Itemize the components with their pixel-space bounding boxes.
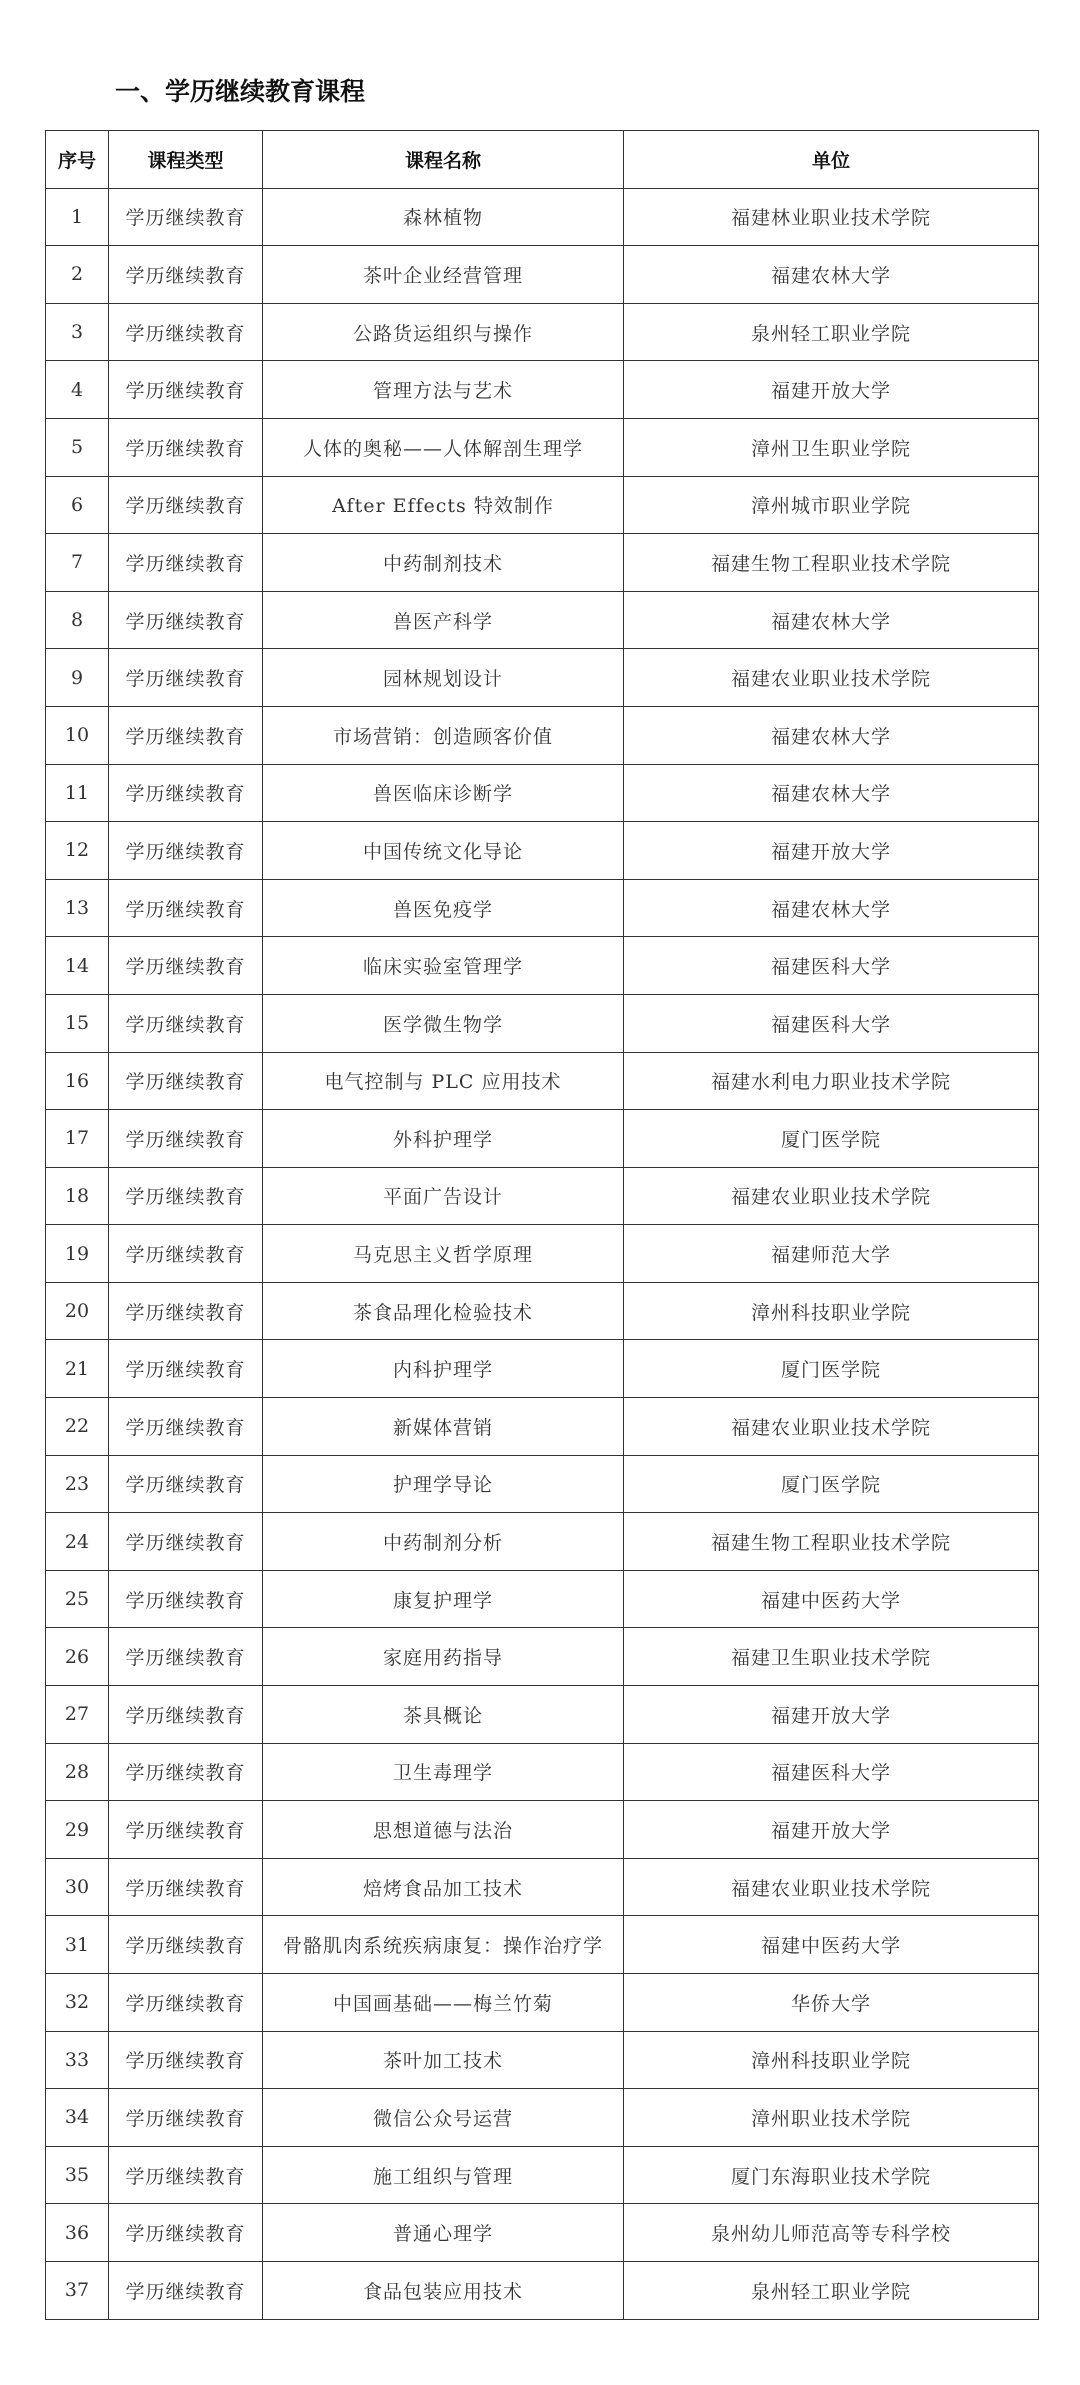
header-unit: 单位 xyxy=(624,131,1039,189)
row-course-type: 学历继续教育 xyxy=(109,2089,263,2147)
row-unit: 福建卫生职业技术学院 xyxy=(624,1628,1039,1686)
section-title: 一、学历继续教育课程 xyxy=(115,77,366,106)
row-index: 16 xyxy=(46,1052,109,1110)
row-index: 20 xyxy=(46,1282,109,1340)
row-course-name: 食品包装应用技术 xyxy=(263,2261,624,2319)
table-row xyxy=(46,361,1039,419)
row-index: 35 xyxy=(46,2146,109,2204)
row-index: 30 xyxy=(46,1858,109,1916)
row-course-type: 学历继续教育 xyxy=(109,361,263,419)
row-index: 4 xyxy=(46,361,109,419)
row-course-type: 学历继续教育 xyxy=(109,2261,263,2319)
table-header-row xyxy=(46,131,1039,189)
row-unit: 福建师范大学 xyxy=(624,1225,1039,1283)
row-course-type: 学历继续教育 xyxy=(109,418,263,476)
row-course-type: 学历继续教育 xyxy=(109,1398,263,1456)
row-course-name: 新媒体营销 xyxy=(263,1398,624,1456)
row-course-type: 学历继续教育 xyxy=(109,994,263,1052)
row-index: 9 xyxy=(46,649,109,707)
row-course-type: 学历继续教育 xyxy=(109,1916,263,1974)
row-course-type: 学历继续教育 xyxy=(109,1686,263,1744)
row-unit: 福建农林大学 xyxy=(624,706,1039,764)
row-index: 15 xyxy=(46,994,109,1052)
row-unit: 福建开放大学 xyxy=(624,822,1039,880)
row-course-type: 学历继续教育 xyxy=(109,1225,263,1283)
row-index: 32 xyxy=(46,1974,109,2032)
row-course-name: 兽医产科学 xyxy=(263,591,624,649)
table-row xyxy=(46,1858,1039,1916)
row-course-name: 卫生毒理学 xyxy=(263,1743,624,1801)
row-course-name: 茶具概论 xyxy=(263,1686,624,1744)
table-row xyxy=(46,303,1039,361)
row-index: 29 xyxy=(46,1801,109,1859)
row-unit: 漳州职业技术学院 xyxy=(624,2089,1039,2147)
table-row xyxy=(46,706,1039,764)
row-course-type: 学历继续教育 xyxy=(109,303,263,361)
row-unit: 福建农业职业技术学院 xyxy=(624,1398,1039,1456)
row-course-name: 临床实验室管理学 xyxy=(263,937,624,995)
row-unit: 福建生物工程职业技术学院 xyxy=(624,534,1039,592)
row-index: 22 xyxy=(46,1398,109,1456)
row-index: 1 xyxy=(46,188,109,246)
row-unit: 福建农业职业技术学院 xyxy=(624,1858,1039,1916)
row-unit: 福建医科大学 xyxy=(624,937,1039,995)
table-row xyxy=(46,418,1039,476)
row-index: 33 xyxy=(46,2031,109,2089)
row-course-name: 普通心理学 xyxy=(263,2204,624,2262)
row-course-name: 焙烤食品加工技术 xyxy=(263,1858,624,1916)
table-row xyxy=(46,1225,1039,1283)
row-course-name: 内科护理学 xyxy=(263,1340,624,1398)
header-course-type: 课程类型 xyxy=(109,131,263,189)
row-unit: 泉州幼儿师范高等专科学校 xyxy=(624,2204,1039,2262)
row-unit: 福建农林大学 xyxy=(624,591,1039,649)
table-row xyxy=(46,1686,1039,1744)
table-row xyxy=(46,2146,1039,2204)
row-course-name: 康复护理学 xyxy=(263,1570,624,1628)
row-unit: 泉州轻工职业学院 xyxy=(624,2261,1039,2319)
table-row xyxy=(46,1570,1039,1628)
row-index: 24 xyxy=(46,1513,109,1571)
table-body xyxy=(46,188,1039,2319)
table-row xyxy=(46,2261,1039,2319)
row-course-type: 学历继续教育 xyxy=(109,534,263,592)
row-course-type: 学历继续教育 xyxy=(109,822,263,880)
row-unit: 泉州轻工职业学院 xyxy=(624,303,1039,361)
table-row xyxy=(46,246,1039,304)
row-index: 37 xyxy=(46,2261,109,2319)
row-unit: 福建生物工程职业技术学院 xyxy=(624,1513,1039,1571)
table-row xyxy=(46,1455,1039,1513)
row-course-type: 学历继续教育 xyxy=(109,1282,263,1340)
table-row xyxy=(46,1282,1039,1340)
row-unit: 福建林业职业技术学院 xyxy=(624,188,1039,246)
course-table xyxy=(45,130,1039,2320)
table-row xyxy=(46,1110,1039,1168)
row-index: 2 xyxy=(46,246,109,304)
table-row xyxy=(46,937,1039,995)
row-unit: 福建医科大学 xyxy=(624,1743,1039,1801)
row-unit: 福建医科大学 xyxy=(624,994,1039,1052)
row-course-type: 学历继续教育 xyxy=(109,706,263,764)
row-course-name: 管理方法与艺术 xyxy=(263,361,624,419)
row-course-type: 学历继续教育 xyxy=(109,1801,263,1859)
header-index: 序号 xyxy=(46,131,109,189)
row-course-type: 学历继续教育 xyxy=(109,2204,263,2262)
row-index: 19 xyxy=(46,1225,109,1283)
table-row xyxy=(46,2031,1039,2089)
row-index: 7 xyxy=(46,534,109,592)
table-row xyxy=(46,1743,1039,1801)
row-index: 26 xyxy=(46,1628,109,1686)
row-course-name: 茶叶加工技术 xyxy=(263,2031,624,2089)
row-index: 6 xyxy=(46,476,109,534)
row-course-type: 学历继续教育 xyxy=(109,1340,263,1398)
table-row xyxy=(46,1628,1039,1686)
table-row xyxy=(46,1340,1039,1398)
row-unit: 福建水利电力职业技术学院 xyxy=(624,1052,1039,1110)
row-course-name: 施工组织与管理 xyxy=(263,2146,624,2204)
table-row xyxy=(46,1052,1039,1110)
row-index: 13 xyxy=(46,879,109,937)
row-course-type: 学历继续教育 xyxy=(109,1570,263,1628)
row-course-type: 学历继续教育 xyxy=(109,1628,263,1686)
row-unit: 厦门医学院 xyxy=(624,1455,1039,1513)
row-course-name: 市场营销：创造顾客价值 xyxy=(263,706,624,764)
table-row xyxy=(46,1916,1039,1974)
row-index: 27 xyxy=(46,1686,109,1744)
row-index: 3 xyxy=(46,303,109,361)
row-course-name: 茶食品理化检验技术 xyxy=(263,1282,624,1340)
row-course-name: 中药制剂技术 xyxy=(263,534,624,592)
table-row xyxy=(46,476,1039,534)
table-row xyxy=(46,2204,1039,2262)
row-course-type: 学历继续教育 xyxy=(109,1167,263,1225)
table-row xyxy=(46,1398,1039,1456)
row-course-name: After Effects 特效制作 xyxy=(263,476,624,534)
row-unit: 厦门医学院 xyxy=(624,1110,1039,1168)
table-row xyxy=(46,822,1039,880)
row-unit: 福建开放大学 xyxy=(624,1801,1039,1859)
row-course-name: 园林规划设计 xyxy=(263,649,624,707)
row-course-type: 学历继续教育 xyxy=(109,1743,263,1801)
row-course-name: 公路货运组织与操作 xyxy=(263,303,624,361)
row-course-name: 平面广告设计 xyxy=(263,1167,624,1225)
row-course-type: 学历继续教育 xyxy=(109,246,263,304)
row-unit: 厦门东海职业技术学院 xyxy=(624,2146,1039,2204)
row-unit: 福建农业职业技术学院 xyxy=(624,1167,1039,1225)
row-index: 21 xyxy=(46,1340,109,1398)
row-index: 5 xyxy=(46,418,109,476)
row-index: 12 xyxy=(46,822,109,880)
row-course-name: 中药制剂分析 xyxy=(263,1513,624,1571)
table-row xyxy=(46,1801,1039,1859)
row-index: 10 xyxy=(46,706,109,764)
row-course-name: 人体的奥秘——人体解剖生理学 xyxy=(263,418,624,476)
row-unit: 福建农林大学 xyxy=(624,764,1039,822)
row-course-name: 家庭用药指导 xyxy=(263,1628,624,1686)
row-index: 18 xyxy=(46,1167,109,1225)
row-course-type: 学历继续教育 xyxy=(109,2146,263,2204)
table-row xyxy=(46,879,1039,937)
row-course-type: 学历继续教育 xyxy=(109,1110,263,1168)
row-index: 23 xyxy=(46,1455,109,1513)
row-course-name: 森林植物 xyxy=(263,188,624,246)
row-course-name: 微信公众号运营 xyxy=(263,2089,624,2147)
row-course-type: 学历继续教育 xyxy=(109,937,263,995)
row-unit: 福建中医药大学 xyxy=(624,1570,1039,1628)
table-row xyxy=(46,1974,1039,2032)
row-index: 36 xyxy=(46,2204,109,2262)
row-course-name: 电气控制与 PLC 应用技术 xyxy=(263,1052,624,1110)
row-course-type: 学历继续教育 xyxy=(109,1974,263,2032)
row-unit: 漳州科技职业学院 xyxy=(624,1282,1039,1340)
row-unit: 华侨大学 xyxy=(624,1974,1039,2032)
row-index: 14 xyxy=(46,937,109,995)
row-index: 28 xyxy=(46,1743,109,1801)
table-row xyxy=(46,764,1039,822)
row-index: 17 xyxy=(46,1110,109,1168)
row-course-name: 医学微生物学 xyxy=(263,994,624,1052)
row-unit: 福建农林大学 xyxy=(624,879,1039,937)
row-unit: 福建开放大学 xyxy=(624,1686,1039,1744)
row-index: 31 xyxy=(46,1916,109,1974)
row-unit: 福建农业职业技术学院 xyxy=(624,649,1039,707)
table-row xyxy=(46,994,1039,1052)
table-row xyxy=(46,2089,1039,2147)
header-course-name: 课程名称 xyxy=(263,131,624,189)
row-course-type: 学历继续教育 xyxy=(109,188,263,246)
row-course-type: 学历继续教育 xyxy=(109,764,263,822)
row-index: 25 xyxy=(46,1570,109,1628)
row-course-name: 思想道德与法治 xyxy=(263,1801,624,1859)
row-course-name: 骨骼肌肉系统疾病康复：操作治疗学 xyxy=(263,1916,624,1974)
table-row xyxy=(46,591,1039,649)
row-course-name: 外科护理学 xyxy=(263,1110,624,1168)
row-course-type: 学历继续教育 xyxy=(109,2031,263,2089)
table-row xyxy=(46,534,1039,592)
row-course-type: 学历继续教育 xyxy=(109,1455,263,1513)
row-course-name: 护理学导论 xyxy=(263,1455,624,1513)
row-course-name: 兽医临床诊断学 xyxy=(263,764,624,822)
row-course-name: 马克思主义哲学原理 xyxy=(263,1225,624,1283)
row-course-type: 学历继续教育 xyxy=(109,1052,263,1110)
table-row xyxy=(46,188,1039,246)
row-unit: 漳州卫生职业学院 xyxy=(624,418,1039,476)
row-index: 8 xyxy=(46,591,109,649)
table-row xyxy=(46,649,1039,707)
row-unit: 漳州科技职业学院 xyxy=(624,2031,1039,2089)
row-index: 11 xyxy=(46,764,109,822)
row-course-name: 中国传统文化导论 xyxy=(263,822,624,880)
row-course-type: 学历继续教育 xyxy=(109,1858,263,1916)
row-course-type: 学历继续教育 xyxy=(109,476,263,534)
row-unit: 福建开放大学 xyxy=(624,361,1039,419)
table-row xyxy=(46,1167,1039,1225)
row-course-type: 学历继续教育 xyxy=(109,879,263,937)
table-row xyxy=(46,1513,1039,1571)
row-unit: 漳州城市职业学院 xyxy=(624,476,1039,534)
row-course-type: 学历继续教育 xyxy=(109,649,263,707)
row-unit: 福建农林大学 xyxy=(624,246,1039,304)
row-course-name: 中国画基础——梅兰竹菊 xyxy=(263,1974,624,2032)
row-unit: 厦门医学院 xyxy=(624,1340,1039,1398)
row-index: 34 xyxy=(46,2089,109,2147)
row-course-type: 学历继续教育 xyxy=(109,591,263,649)
row-course-name: 茶叶企业经营管理 xyxy=(263,246,624,304)
row-course-type: 学历继续教育 xyxy=(109,1513,263,1571)
row-course-name: 兽医免疫学 xyxy=(263,879,624,937)
row-unit: 福建中医药大学 xyxy=(624,1916,1039,1974)
